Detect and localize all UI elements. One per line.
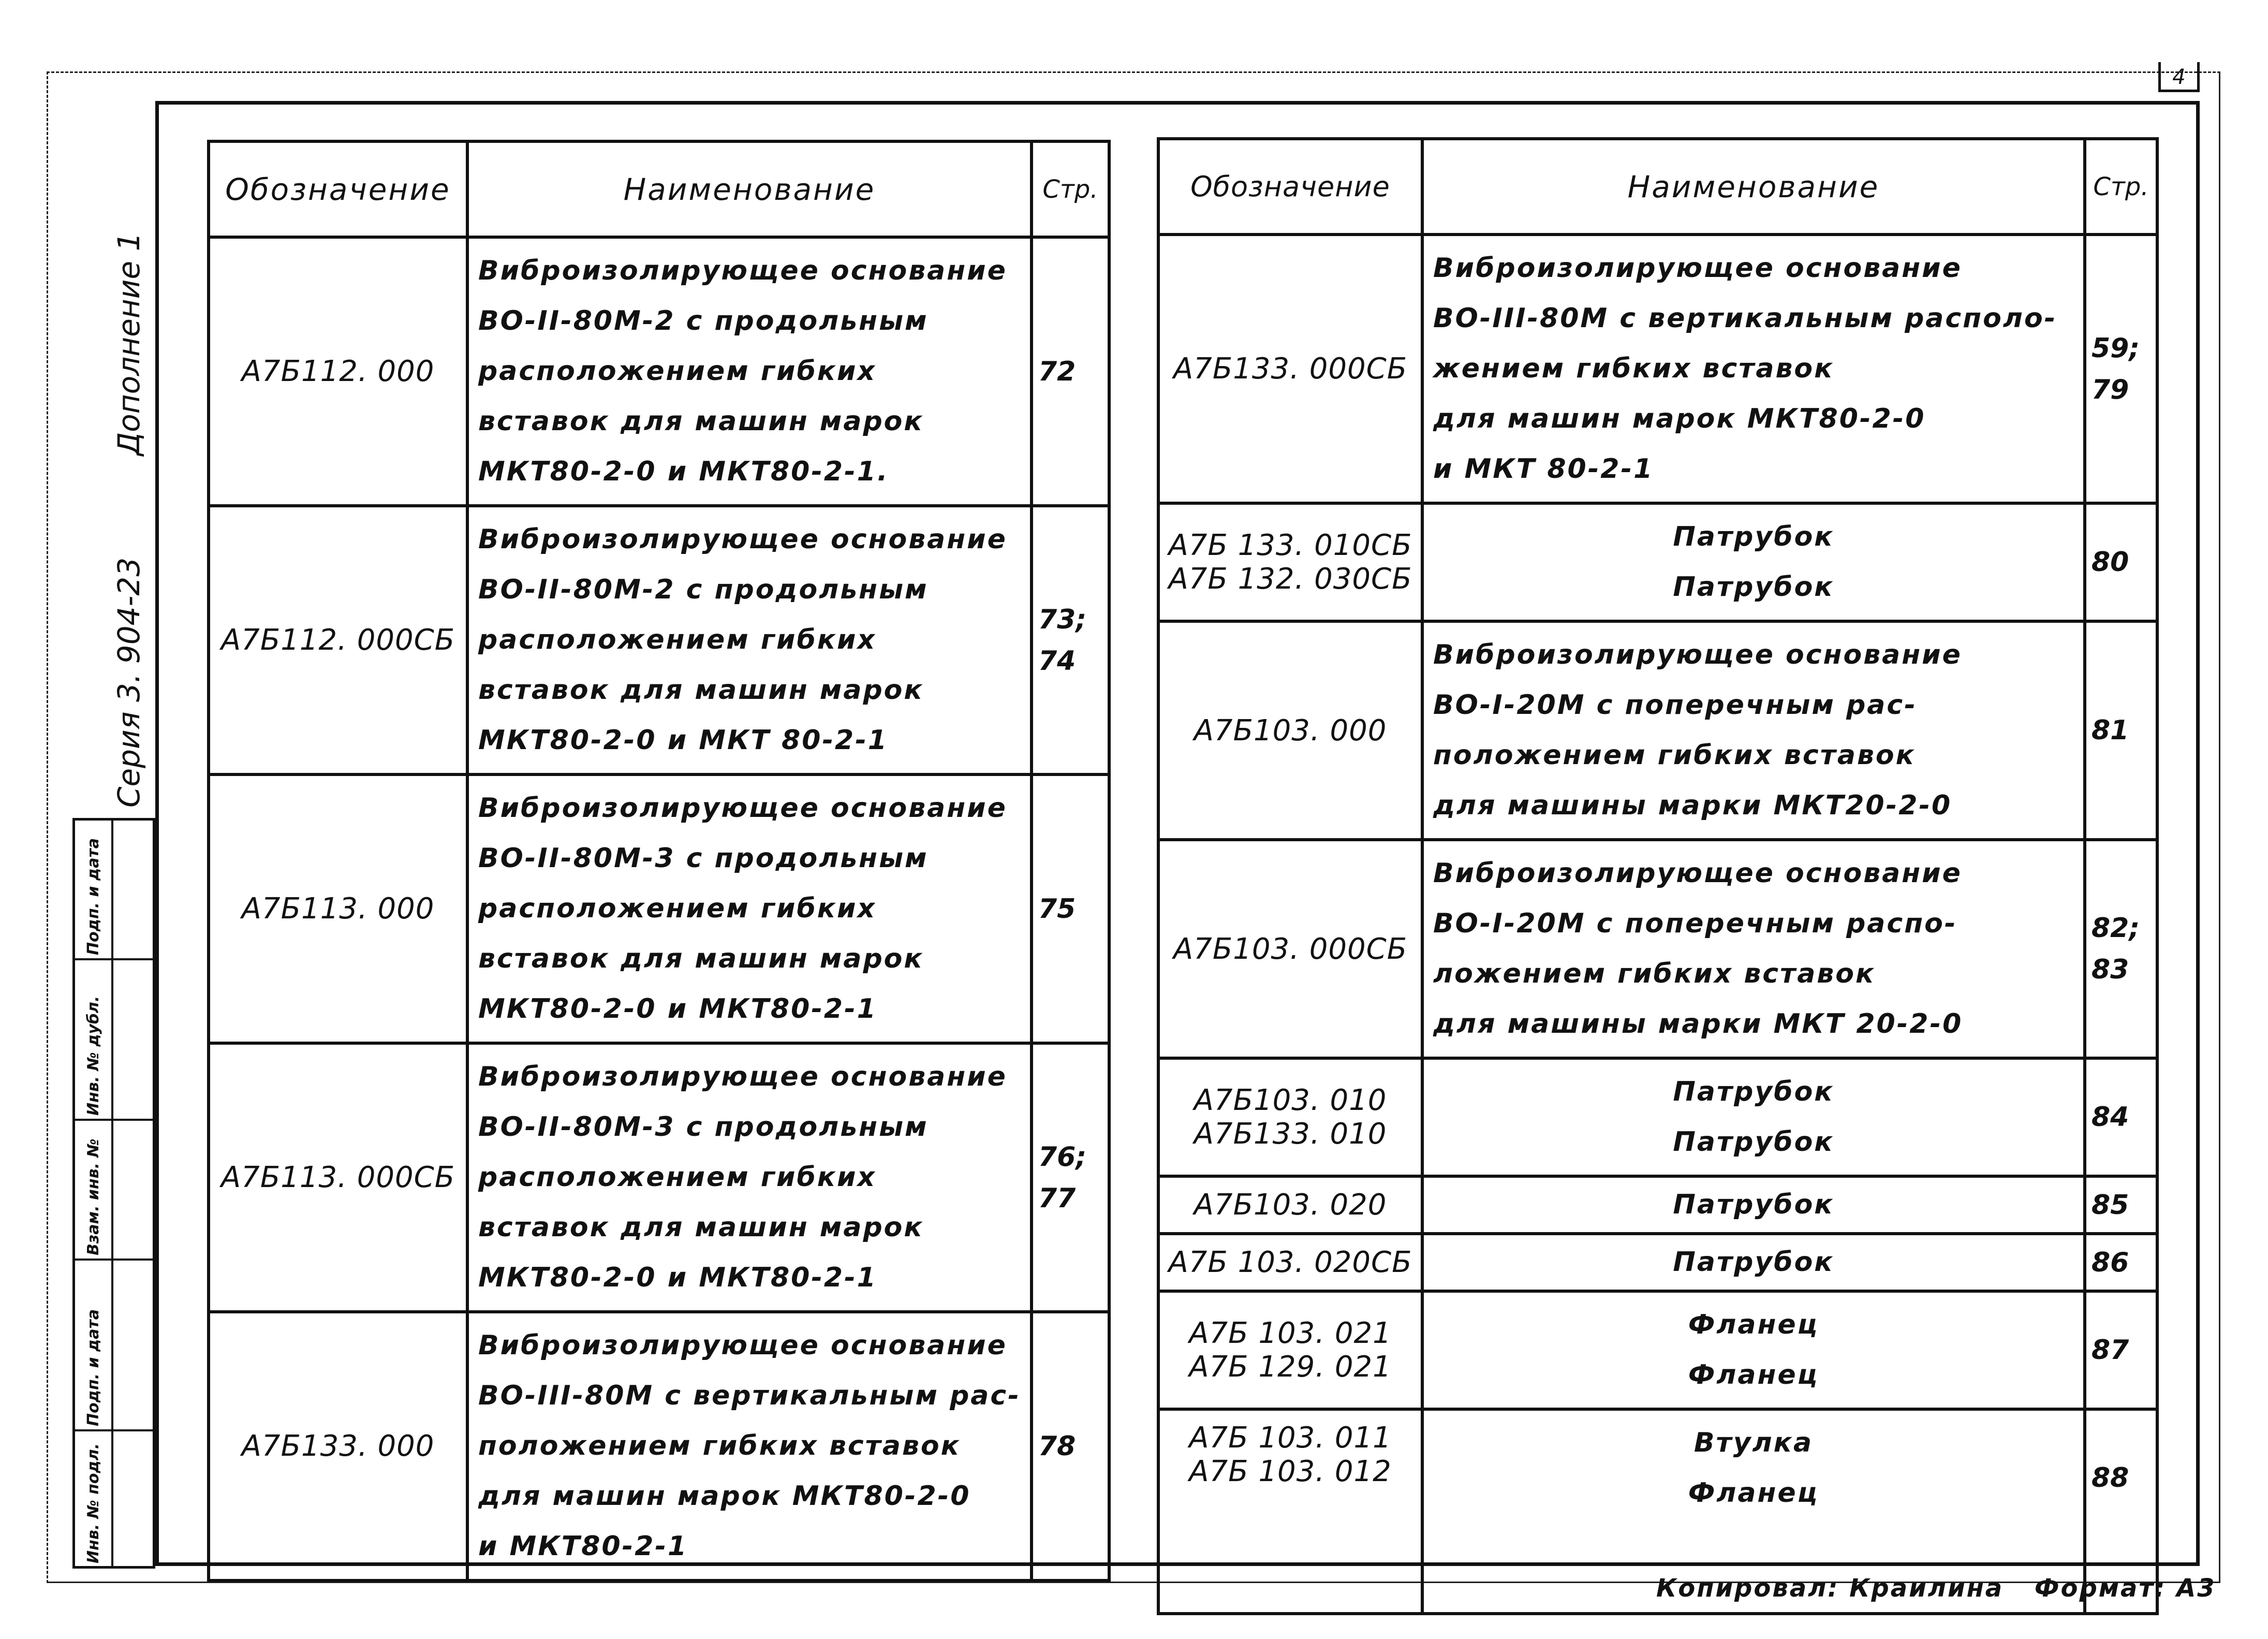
stamp-label: Взам. инв. №	[84, 1138, 102, 1255]
stamp-cell	[75, 1261, 153, 1431]
row-code: А7Б112. 000СБ	[209, 506, 467, 774]
row-code: А7Б113. 000	[209, 774, 467, 1043]
table-row	[209, 1312, 1109, 1581]
row-page: 80	[2085, 503, 2157, 621]
stamp-cell	[75, 821, 153, 960]
table-row	[1158, 1058, 2157, 1176]
row-page: 73; 74	[1032, 506, 1109, 774]
row-page: 85	[2085, 1176, 2157, 1234]
row-page: 88	[2085, 1409, 2157, 1614]
table-row	[209, 237, 1109, 506]
footer	[1656, 1574, 2237, 1603]
row-page: 86	[2085, 1234, 2157, 1291]
row-code: А7Б103. 000СБ	[1158, 840, 1422, 1058]
appendix-label: Дополнение 1	[111, 232, 146, 456]
table-row	[1158, 1291, 2157, 1409]
row-name: Патрубок	[1422, 1234, 2085, 1291]
stamp-cell	[75, 960, 153, 1121]
table-row	[1158, 1176, 2157, 1234]
table-row	[1158, 840, 2157, 1058]
header-code: Обозначение	[1158, 139, 1422, 235]
row-code: А7Б112. 000	[209, 237, 467, 506]
stamp-cell	[75, 1431, 153, 1566]
row-name: Виброизолирующее основание ВО-II-80М-3 с продольным расположением гибких вставок для машин марок МКТ80-2-0 и МКТ80-2-1	[467, 774, 1032, 1043]
row-name: Виброизолирующее основание ВО-II-80М-2 с продольным расположением гибких вставок для машин марок МКТ80-2-0 и МКТ80-2-1.	[467, 237, 1032, 506]
row-code: А7Б103. 000	[1158, 621, 1422, 840]
table-row	[209, 1043, 1109, 1312]
row-code: А7Б103. 020	[1158, 1176, 1422, 1234]
row-name: Виброизолирующее основание ВО-II-80М-3 с продольным расположением гибких вставок для машин марок МКТ80-2-0 и МКТ80-2-1	[467, 1043, 1032, 1312]
row-name: Патрубок Патрубок	[1422, 1058, 2085, 1176]
stamp-label: Подп. и дата	[84, 1309, 102, 1426]
format-label: Формат: А3	[2034, 1574, 2216, 1603]
table-header-row	[1158, 139, 2157, 235]
copied-by: Копировал: Краилина	[1656, 1574, 2004, 1603]
table-row	[209, 774, 1109, 1043]
row-page: 76; 77	[1032, 1043, 1109, 1312]
row-name: Втулка Фланец	[1422, 1409, 2085, 1614]
row-name: Патрубок	[1422, 1176, 2085, 1234]
row-code: А7Б133. 000СБ	[1158, 235, 1422, 503]
left-spec-table	[207, 140, 1111, 1582]
table-row	[1158, 503, 2157, 621]
row-code: А7Б 103. 011 А7Б 103. 012	[1158, 1409, 1422, 1614]
row-name: Виброизолирующее основание ВО-II-80М-2 с продольным расположением гибких вставок для машин марок МКТ80-2-0 и МКТ 80-2-1	[467, 506, 1032, 774]
row-code: А7Б 103. 020СБ	[1158, 1234, 1422, 1291]
header-page: Стр.	[2085, 139, 2157, 235]
row-name: Виброизолирующее основание ВО-III-80М с вертикальным располо- жением гибких вставок для машин марок МКТ80-2-0 и МКТ 80-2-1	[1422, 235, 2085, 503]
table-row	[1158, 1234, 2157, 1291]
stamp-block	[72, 818, 155, 1569]
row-name: Патрубок Патрубок	[1422, 503, 2085, 621]
row-name: Фланец Фланец	[1422, 1291, 2085, 1409]
stamp-cell	[75, 1121, 153, 1261]
row-page: 84	[2085, 1058, 2157, 1176]
right-spec-table	[1157, 137, 2159, 1615]
header-name: Наименование	[1422, 139, 2085, 235]
stamp-label: Инв. № дубл.	[84, 996, 102, 1116]
series-label: Серия 3. 904-23	[111, 557, 146, 808]
sheet-number: 4	[2158, 62, 2200, 92]
row-code: А7Б113. 000СБ	[209, 1043, 467, 1312]
row-page: 78	[1032, 1312, 1109, 1581]
row-name: Виброизолирующее основание ВО-I-20М с поперечным распо- ложением гибких вставок для машины марки МКТ 20-2-0	[1422, 840, 2085, 1058]
row-page: 82; 83	[2085, 840, 2157, 1058]
row-code: А7Б133. 000	[209, 1312, 467, 1581]
table-header-row	[209, 141, 1109, 237]
row-code: А7Б 103. 021 А7Б 129. 021	[1158, 1291, 1422, 1409]
row-name: Виброизолирующее основание ВО-I-20М с поперечным рас- положением гибких вставок для машины марки МКТ20-2-0	[1422, 621, 2085, 840]
row-name: Виброизолирующее основание ВО-III-80М с вертикальным рас- положением гибких вставок для машин марок МКТ80-2-0 и МКТ80-2-1	[467, 1312, 1032, 1581]
table-row	[1158, 621, 2157, 840]
row-page: 87	[2085, 1291, 2157, 1409]
row-page: 72	[1032, 237, 1109, 506]
header-code: Обозначение	[209, 141, 467, 237]
stamp-label: Подп. и дата	[84, 838, 102, 955]
row-page: 75	[1032, 774, 1109, 1043]
header-name: Наименование	[467, 141, 1032, 237]
row-code: А7Б 133. 010СБ А7Б 132. 030СБ	[1158, 503, 1422, 621]
row-code: А7Б103. 010 А7Б133. 010	[1158, 1058, 1422, 1176]
header-page: Стр.	[1032, 141, 1109, 237]
table-row	[1158, 235, 2157, 503]
stamp-label: Инв. № подл.	[84, 1443, 102, 1563]
row-page: 59; 79	[2085, 235, 2157, 503]
table-row	[209, 506, 1109, 774]
row-page: 81	[2085, 621, 2157, 840]
